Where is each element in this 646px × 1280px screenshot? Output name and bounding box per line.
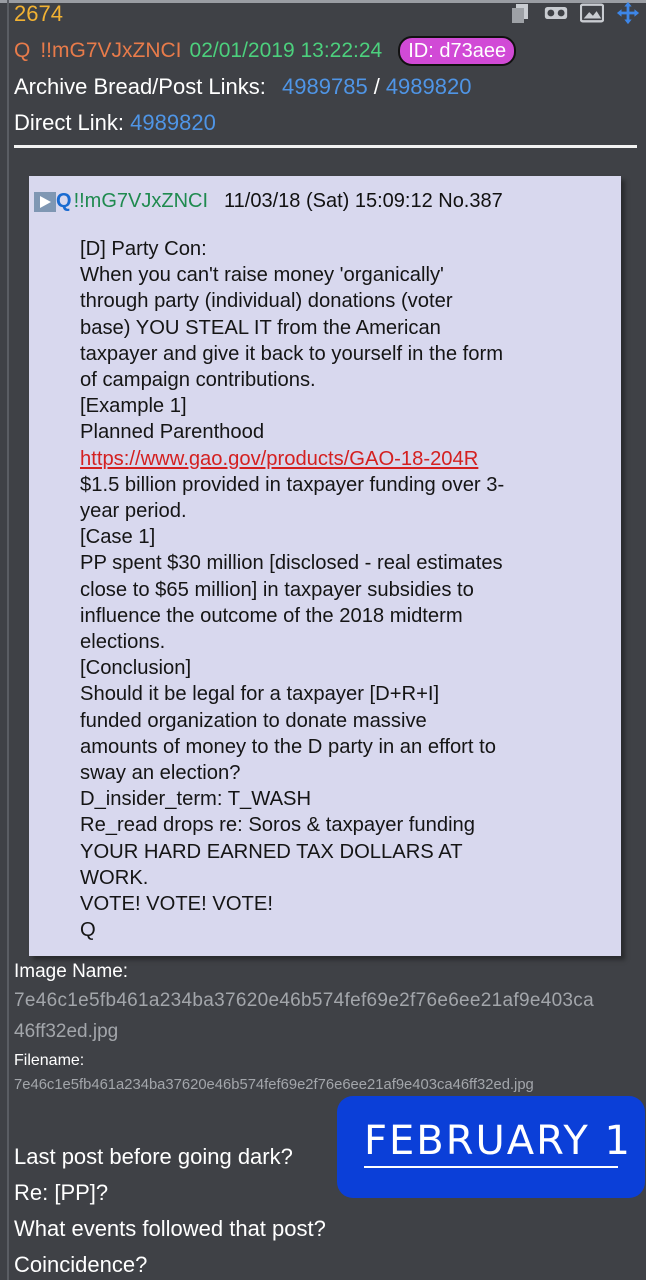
embedded-meta: 11/03/18 (Sat) 15:09:12 No.387 [224, 190, 503, 212]
q-mark: Q [14, 39, 31, 62]
archive-link-1[interactable]: 4989785 [282, 74, 368, 99]
filename-label: Filename: [14, 1052, 85, 1069]
embedded-line: funded organization to donate massive [80, 709, 427, 732]
play-icon [34, 192, 56, 212]
image-name-label: Image Name: [14, 961, 129, 982]
question-line: Re: [PP]? [14, 1180, 109, 1205]
embedded-q-mark: Q [56, 190, 72, 212]
direct-label: Direct Link: [14, 110, 125, 135]
question-line: What events followed that post? [14, 1216, 326, 1241]
filename[interactable]: 7e46c1e5fb461a234ba37620e46b574fef69e2f76e6ee21af9e403ca46ff32ed.jpg [14, 1077, 534, 1093]
embedded-post-image[interactable] [29, 176, 621, 956]
embedded-line: amounts of money to the D party in an effort to [80, 735, 496, 758]
overlay-underline [364, 1166, 618, 1168]
archive-link-2[interactable]: 4989820 [385, 74, 472, 99]
archive-separator: / [373, 74, 380, 99]
glasses-icon[interactable] [544, 2, 568, 24]
archive-links [14, 74, 471, 100]
direct-link-row [14, 110, 216, 136]
overlay-text: FEBRUARY 1 [364, 1118, 632, 1164]
embedded-line: YOUR HARD EARNED TAX DOLLARS AT [80, 840, 463, 863]
embedded-line: Should it be legal for a taxpayer [D+R+I] [80, 683, 440, 706]
embedded-line: influence the outcome of the 2018 midterm [80, 604, 463, 627]
question-line: Last post before going dark? [14, 1144, 293, 1169]
embedded-line: D_insider_term: T_WASH [80, 788, 312, 811]
embedded-line: [Conclusion] [80, 657, 192, 680]
embedded-line: base) YOU STEAL IT from the American [80, 316, 441, 339]
embedded-line: elections. [80, 631, 166, 654]
image-name-line-2: 46ff32ed.jpg [14, 1021, 119, 1042]
embedded-url: https://www.gao.gov/products/GAO-18-204R [80, 447, 479, 470]
post-header [14, 36, 516, 66]
embedded-line: Re_read drops re: Soros & taxpayer funding [80, 814, 476, 837]
embedded-line: taxpayer and give it back to yourself in the form [80, 342, 504, 365]
embedded-line: WORK. [80, 866, 149, 889]
embedded-line: $1.5 billion provided in taxpayer funding over 3- [80, 473, 505, 496]
tripcode: !!mG7VJxZNCI [40, 39, 182, 62]
direct-link[interactable]: 4989820 [130, 110, 216, 135]
embedded-line: When you can't raise money 'organically' [80, 264, 444, 287]
embedded-header [34, 190, 503, 213]
embedded-line: close to $65 million] in taxpayer subsidies to [80, 578, 474, 601]
archive-label: Archive Bread/Post Links: [14, 74, 266, 99]
embedded-line: through party (individual) donations (voter [80, 290, 453, 313]
divider [14, 145, 637, 148]
image-icon[interactable] [580, 2, 604, 24]
post-toolbar [508, 2, 640, 24]
embedded-line: PP spent $30 million [disclosed - real estimates [80, 552, 503, 575]
image-name-line-1: 7e46c1e5fb461a234ba37620e46b574fef69e2f76e6ee21af9e403ca [14, 990, 594, 1011]
embedded-line: [D] Party Con: [80, 238, 207, 260]
embedded-line: [Example 1] [80, 395, 187, 418]
post-number: 2674 [14, 1, 63, 26]
id-badge[interactable]: ID: d73aee [398, 36, 516, 66]
embedded-line: sway an election? [80, 762, 241, 785]
embedded-line: VOTE! VOTE! VOTE! [80, 893, 273, 916]
move-icon[interactable] [616, 2, 640, 24]
embedded-line: year period. [80, 500, 187, 523]
embedded-body [80, 236, 600, 943]
left-rule [7, 0, 9, 1280]
embedded-line: Q [80, 919, 96, 942]
embedded-tripcode: !!mG7VJxZNCI [73, 190, 209, 212]
embedded-line: Planned Parenthood [80, 421, 265, 444]
copy-icon[interactable] [508, 2, 532, 24]
post-date: 02/01/2019 13:22:24 [189, 39, 383, 62]
embedded-line: of campaign contributions. [80, 369, 316, 392]
question-line: Coincidence? [14, 1252, 148, 1277]
embedded-line: [Case 1] [80, 526, 156, 549]
